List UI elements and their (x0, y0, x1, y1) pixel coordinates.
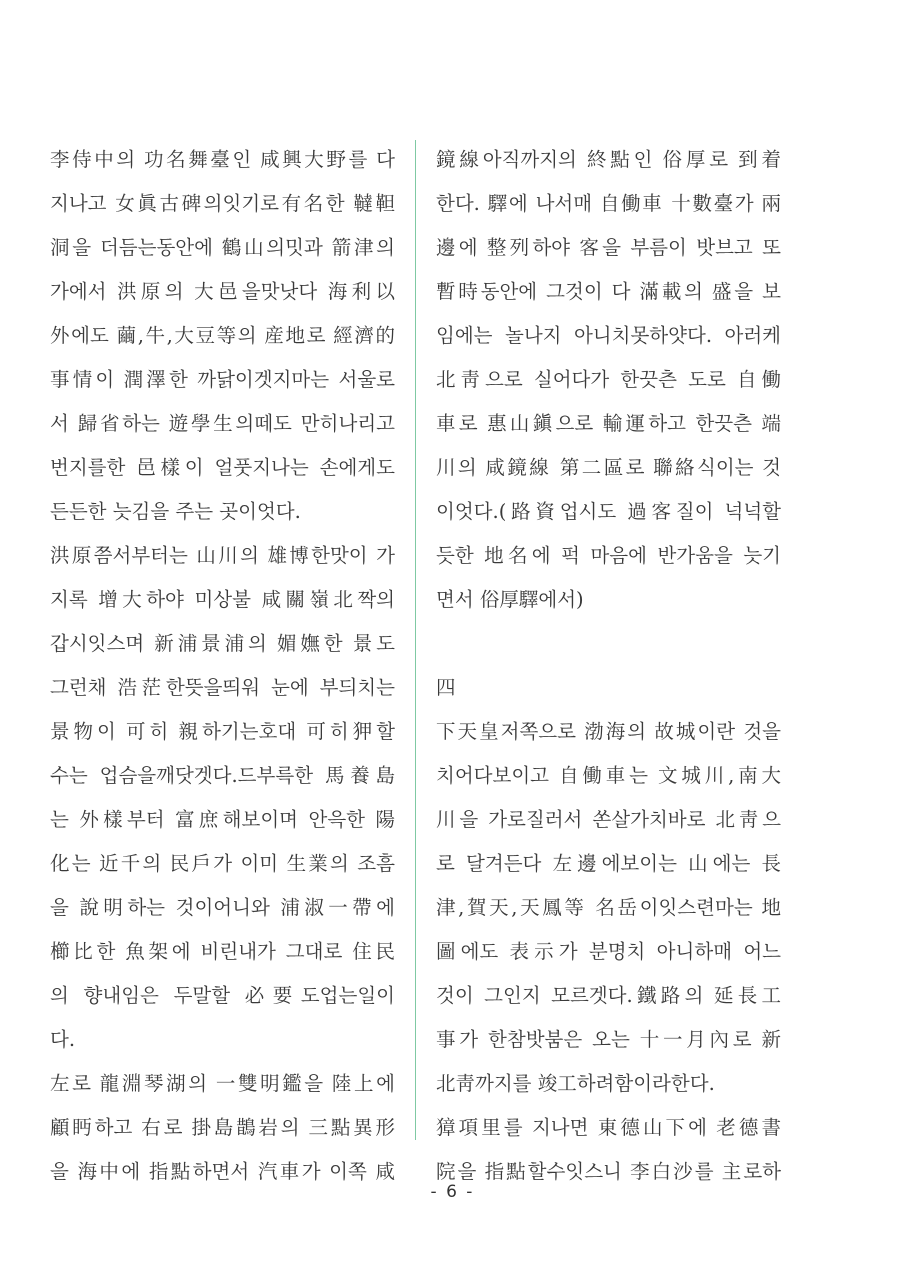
text-line: 지나고 女眞古碑의잇기로有名한 韃靼 (50, 192, 395, 215)
text-line: 는 外樣부터 富庶해보이며 안윽한 陽 (50, 808, 395, 831)
text-line: 事가 한참밧붐은 오는 十一月內로 新 (436, 1028, 781, 1051)
text-line: 洞을 더듬는동안에 鶴山의밋과 箭津의 (50, 236, 395, 259)
page-number: - 6 - (430, 1182, 475, 1202)
text-line: 수는 업슴을깨닷겟다.드부륵한 馬養島 (50, 764, 395, 787)
text-line: 顧眄하고 右로 掛島鵲岩의 三點異形 (50, 1116, 395, 1139)
text-line: 櫛比한 魚架에 비린내가 그대로 住民 (50, 940, 395, 963)
text-line: 로 달겨든다 左邊에보이는 山에는 長 (436, 852, 781, 875)
blank-line (436, 622, 781, 666)
text-line: 化는 近千의 民戶가 이미 生業의 조흠 (50, 852, 395, 875)
text-line: 치어다보이고 自働車는 文城川,南大 (436, 764, 781, 787)
text-line: 洪原쯤서부터는 山川의 雄博한맛이 가 (50, 544, 395, 567)
text-line: 北靑까지를 竣工하려함이라한다. (436, 1072, 715, 1095)
text-line: 그런채 浩茫한뜻을띄워 눈에 부듸치는 (50, 676, 395, 699)
text-line: 것이 그인지 모르겟다.鐵路의 延長工 (436, 984, 781, 1007)
text-line: 獐項里를 지나면 東德山下에 老德書 (436, 1116, 781, 1139)
text-line: 川을 가로질러서 쏜살가치바로 北靑으 (436, 808, 781, 831)
text-line: 暫時동안에 그것이 다 滿載의 盛을 보 (436, 280, 781, 303)
text-line: 을 說明하는 것이어니와 浦淑一帶에 (50, 896, 395, 919)
right-text-column (436, 138, 781, 1194)
text-line: 鏡線아직까지의 終點인 俗厚로 到着 (436, 148, 781, 171)
text-line: 서 歸省하는 遊學生의떼도 만히나리고 (50, 412, 395, 435)
text-line: 한다. 驛에 나서매 自働車 十數臺가 兩 (436, 192, 781, 215)
text-line: 임에는 놀나지 아니치못하얏다. 아러케 (436, 324, 781, 347)
text-line: 景物이 可히 親하기는호대 可히狎할 (50, 720, 395, 743)
text-line: 가에서 洪原의 大邑을맛낫다 海利以 (50, 280, 395, 303)
text-line: 듯한 地名에 퍽 마음에 반가움을 늣기 (436, 544, 781, 567)
text-line: 車로 惠山鎭으로 輸運하고 한끗츤 端 (436, 412, 781, 435)
text-line: 갑시잇스며 新浦景浦의 媚嫵한 景도 (50, 632, 395, 655)
text-line: 든든한 늣김을 주는 곳이엇다. (50, 500, 301, 523)
text-line: 北靑으로 실어다가 한끗츤 도로 自働 (436, 368, 781, 391)
text-line: 津,賀天,天鳳等 名岳이잇스련마는 地 (436, 896, 781, 919)
text-line: 川의 咸鏡線 第二區로 聯絡식이는 것 (436, 456, 781, 479)
text-line: 院을 指點할수잇스니 李白沙를 主로하 (436, 1160, 781, 1183)
section-heading: 四 (436, 676, 456, 699)
text-line: 外에도 繭,牛,大豆等의 産地로 經濟的 (50, 324, 395, 347)
text-line: 면서 俗厚驛에서) (436, 588, 584, 611)
text-line: 邊에 整列하야 客을 부름이 밧브고 또 (436, 236, 781, 259)
text-line: 圖에도 表示가 분명치 아니하매 어느 (436, 940, 781, 963)
text-line: 의 향내임은 두말할 必要도업는일이 (50, 984, 395, 1007)
text-line: 다. (50, 1028, 76, 1051)
text-line: 번지를한 邑樣이 얼풋지나는 손에게도 (50, 456, 395, 479)
left-text-column (50, 138, 395, 1194)
text-line: 지록 增大하야 미상불 咸關嶺北짝의 (50, 588, 395, 611)
text-line: 下天皇저쪽으로 渤海의 故城이란 것을 (436, 720, 781, 743)
text-line: 事情이 潤澤한 까닭이겟지마는 서울로 (50, 368, 395, 391)
column-divider (415, 140, 416, 1140)
text-line: 을 海中에 指點하면서 汽車가 이쪽 咸 (50, 1160, 395, 1183)
text-line: 李侍中의 功名舞臺인 咸興大野를 다 (50, 148, 395, 171)
text-line: 이엇다.(路資업시도 過客질이 넉넉할 (436, 500, 781, 523)
text-line: 左로 龍淵琴湖의 一雙明鑑을 陸上에 (50, 1072, 395, 1095)
